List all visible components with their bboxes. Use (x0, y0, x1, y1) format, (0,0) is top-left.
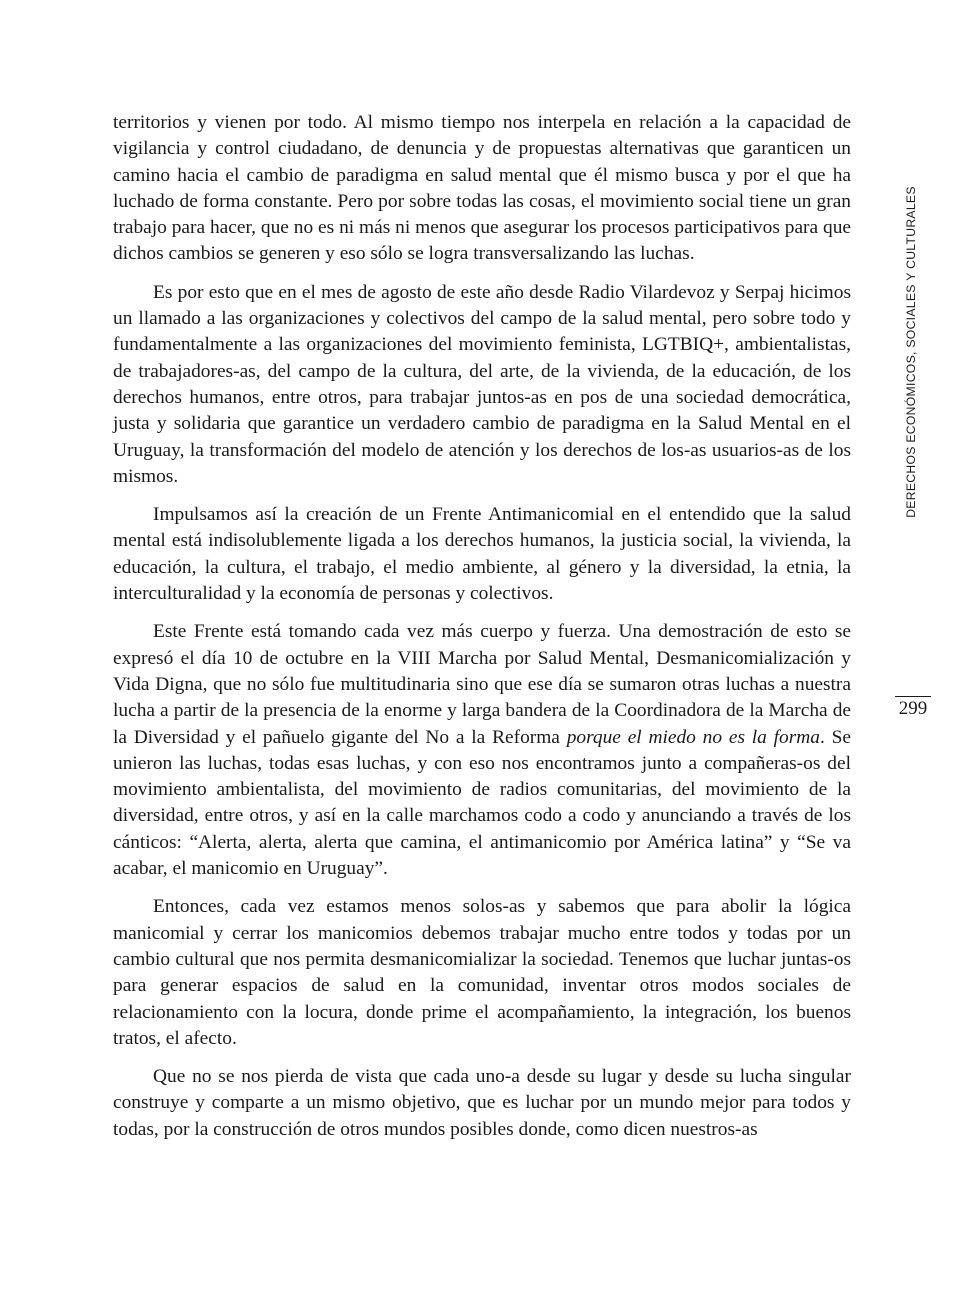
paragraph-3: Impulsamos así la creación de un Frente Antimanicomial en el entendido que la salud mental está indisolublemente ligada a los derechos humanos, la justicia social, la vivienda, la educación, la cultura, el trabajo, el medio ambiente, al género y la diversidad, la etnia, la interculturalidad y la economía de personas y colectivos. (113, 504, 851, 605)
page-number: 299 (898, 698, 928, 719)
paragraph-6: Que no se nos pierda de vista que cada uno-a desde su lugar y desde su lucha singular construye y comparte a un mismo objetivo, que es luchar por un mundo mejor para todos y todas, por la construcción de otros mundos posibles donde, como dicen nuestros-as (113, 1066, 851, 1140)
paragraph-4-text-start: Este Frente está tomando cada vez más cuerpo y fuerza. Una demostración de esto se expresó el día 10 de octubre en la VIII Marcha por Salud Mental, Desmanicomialización y Vida Digna, que no sólo fue multitudinaria sino que ese día se sumaron otras luchas a nuestra lucha a partir de la presencia de la enorme y larga bandera de la Coordinadora de la Marcha de la Diversidad y el pañuelo gigante del No a la Reforma (113, 621, 851, 748)
italic-phrase: porque el miedo no es la forma (566, 726, 820, 748)
paragraph-2: Es por esto que en el mes de agosto de este año desde Radio Vilardevoz y Serpaj hicimos un llamado a las organizaciones y colectivos del campo de la salud mental, pero sobre todo y fundamentalmente a las organizaciones del movimiento feminista, LGTBIQ+, ambientalistas, de trabajadores-as, del campo de la cultura, del arte, de la vivienda, de la educación, de los derechos humanos, entre otros, para trabajar juntos-as en pos de una sociedad democrática, justa y solidaria que garantice un verdadero cambio de paradigma en la Salud Mental en el Uruguay, la transformación del modelo de atención y los derechos de los-as usuarios-as de los mismos. (113, 281, 851, 487)
paragraph-4-text-end: . Se unieron las luchas, todas esas luchas, y con eso nos encontramos junto a compañeras-os del movimiento ambientalista, del movimiento de radios comunitarias, del movimiento de la diversidad, entre otros, y así en la calle marchamos codo a codo y anunciando a través de los cánticos: “Alerta, alerta, alerta que camina, el antimanicomio por América latina” y “Se va acabar, el manicomio en Uruguay”. (113, 726, 851, 880)
paragraph-4 (113, 619, 851, 882)
running-head: DERECHOS ECONÓMICOS, SOCIALES Y CULTURALES (904, 186, 918, 518)
page-number-rule (895, 696, 931, 697)
paragraph-1: territorios y vienen por todo. Al mismo tiempo nos interpela en relación a la capacidad de vigilancia y control ciudadano, de denuncia y de propuestas alternativas que garanticen un camino hacia el cambio de paradigma en salud mental que él mismo busca y por el que ha luchado de forma constante. Pero por sobre todas las cosas, el movimiento social tiene un gran trabajo para hacer, que no es ni más ni menos que asegurar los procesos participativos para que dichos cambios se generen y eso sólo se logra transversalizando las luchas. (113, 112, 851, 265)
body-text (113, 110, 851, 1155)
paragraph-5: Entonces, cada vez estamos menos solos-as y sabemos que para abolir la lógica manicomial y cerrar los manicomios debemos trabajar mucho entre todos y todas por un cambio cultural que nos permita desmanicomializar la sociedad. Tenemos que luchar juntas-os para generar espacios de salud en la comunidad, inventar otros modos sociales de relacionamiento con la locura, donde prime el acompañamiento, la integración, los buenos tratos, el afecto. (113, 896, 851, 1049)
